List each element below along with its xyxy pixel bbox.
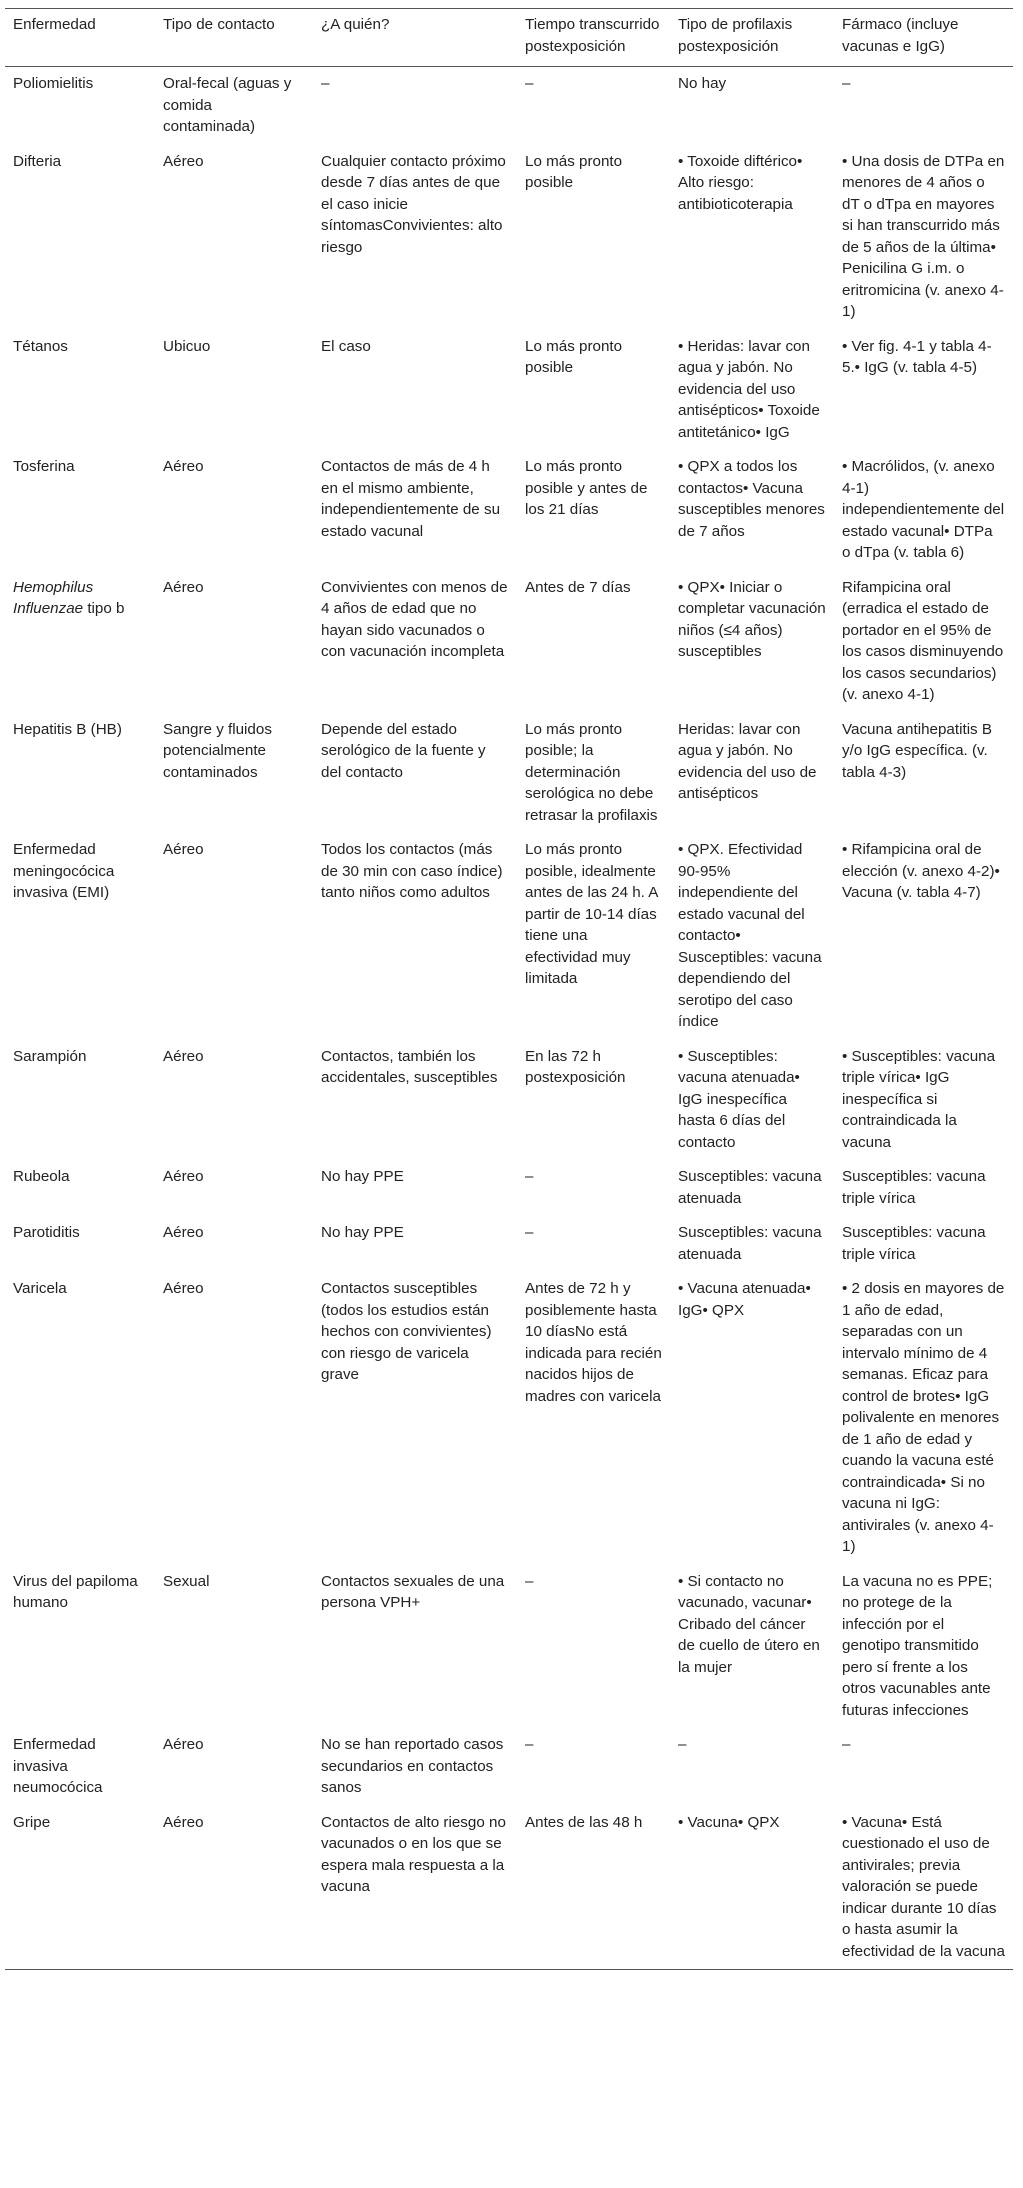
cell-time: – (525, 1168, 534, 1185)
cell-who: Contactos de más de 4 h en el mismo ambiente, independientemente de su estado vacunal (321, 458, 501, 540)
cell-prophylaxis-type: Susceptibles: vacuna atenuada (678, 1224, 822, 1263)
cell-contact-type: Aéreo (163, 1736, 204, 1753)
cell-disease: Enfermedad invasiva neumocócica (13, 1736, 103, 1796)
table-row (5, 330, 1013, 451)
cell-prophylaxis-type: • Toxoide diftérico• Alto riesgo: antibioticoterapia (678, 152, 803, 213)
cell-disease: Difteria (13, 152, 62, 170)
cell-contact-type: Oral-fecal (aguas y comida contaminada) (163, 75, 292, 135)
cell-contact-type: Aéreo (163, 1224, 204, 1241)
table-row (5, 571, 1013, 713)
cell-who: Cualquier contacto próximo desde 7 días antes de que el caso inicie síntomasConvivientes: alto riesgo (321, 152, 506, 256)
cell-drug: – (842, 75, 851, 92)
cell-disease: Rubeola (13, 1168, 70, 1185)
cell-who: Contactos, también los accidentales, susceptibles (321, 1047, 498, 1086)
cell-drug: Susceptibles: vacuna triple vírica (842, 1168, 986, 1207)
cell-drug: – (842, 1736, 851, 1753)
cell-contact-type: Aéreo (163, 1168, 204, 1185)
cell-contact-type: Aéreo (163, 578, 204, 596)
cell-drug: • Macrólidos, (v. anexo 4-1) independientemente del estado vacunal• DTPa o dTpa (v. tabla 6) (842, 458, 1005, 561)
cell-disease: Tétanos (13, 337, 68, 355)
cell-contact-type: Sexual (163, 1572, 210, 1590)
header-prophylaxis-type: Tipo de profilaxis postexposición (678, 16, 793, 55)
header-time: Tiempo transcurrido postexposición (525, 16, 660, 55)
cell-who: Contactos sexuales de una persona VPH+ (321, 1572, 505, 1611)
cell-drug: • Rifampicina oral de elección (v. anexo 4-2)• Vacuna (v. tabla 4-7) (842, 841, 1000, 901)
header-drug: Fármaco (incluye vacunas e IgG) (842, 16, 959, 55)
cell-contact-type: Sangre y fluidos potencialmente contaminados (163, 720, 272, 781)
table-body (5, 67, 1013, 1970)
cell-drug: Rifampicina oral (erradica el estado de portador en el 95% de los casos disminuyendo los casos secundarios) (v. anexo 4-1) (842, 578, 1004, 703)
cell-time: Antes de las 48 h (525, 1813, 643, 1831)
cell-disease: Gripe (13, 1813, 51, 1831)
cell-who: Depende del estado serológico de la fuente y del contacto (321, 720, 486, 781)
cell-drug: La vacuna no es PPE; no protege de la infección por el genotipo transmitido pero sí frente a los otros vacunables ante futuras infecciones (842, 1572, 993, 1719)
cell-drug: • Vacuna• Está cuestionado el uso de antivirales; previa valoración se puede indicar durante 10 días o hasta asumir la efectividad de la vacuna (842, 1813, 1005, 1960)
cell-time: Lo más pronto posible, idealmente antes de las 24 h. A partir de 10-14 días tiene una efectividad muy limitada (525, 841, 658, 987)
cell-disease: Parotiditis (13, 1224, 80, 1241)
cell-drug: • 2 dosis en mayores de 1 año de edad, separadas con un intervalo mínimo de 4 semanas. Eficaz para control de brotes• IgG polivalente en menores de 1 año de edad y cuando la vacuna esté contraindicada• Si no vacuna ni IgG: antivirales (v. anexo 4-1) (842, 1280, 1005, 1555)
cell-disease: Sarampión (13, 1047, 87, 1065)
cell-time: Lo más pronto posible (525, 152, 623, 191)
cell-disease: Poliomielitis (13, 75, 94, 92)
cell-drug: Susceptibles: vacuna triple vírica (842, 1224, 986, 1263)
cell-prophylaxis-type: No hay (678, 75, 727, 92)
prophylaxis-table (5, 8, 1013, 1970)
table-row (5, 145, 1013, 330)
cell-prophylaxis-type: Susceptibles: vacuna atenuada (678, 1168, 822, 1207)
table-row (5, 1806, 1013, 1970)
cell-time: – (525, 1572, 534, 1590)
cell-contact-type: Aéreo (163, 841, 204, 858)
cell-who: Todos los contactos (más de 30 min con caso índice) tanto niños como adultos (321, 841, 503, 901)
table-row (5, 1272, 1013, 1565)
cell-disease (5, 571, 155, 713)
header-row (5, 9, 1013, 67)
cell-time: Antes de 72 h y posiblemente hasta 10 díasNo está indicada para recién nacidos hijos de madres con varicela (525, 1280, 662, 1405)
cell-who: No se han reportado casos secundarios en contactos sanos (321, 1736, 504, 1796)
cell-disease: Hepatitis B (HB) (13, 720, 122, 738)
cell-time: Lo más pronto posible; la determinación serológica no debe retrasar la profilaxis (525, 720, 658, 824)
cell-time: – (525, 1736, 534, 1753)
cell-contact-type: Aéreo (163, 1280, 204, 1297)
cell-drug: • Una dosis de DTPa en menores de 4 años o dT o dTpa en mayores si han transcurrido más de 5 años de la última• Penicilina G i.m. o eritromicina (v. anexo 4-1) (842, 152, 1005, 320)
cell-prophylaxis-type: Heridas: lavar con agua y jabón. No evidencia del uso de antisépticos (678, 720, 817, 802)
cell-prophylaxis-type: • QPX a todos los contactos• Vacuna susceptibles menores de 7 años (678, 458, 825, 540)
table-header (5, 9, 1013, 67)
cell-who: Contactos de alto riesgo no vacunados o en los que se espera mala respuesta a la vacuna (321, 1813, 506, 1895)
cell-prophylaxis-type: • Susceptibles: vacuna atenuada• IgG inespecífica hasta 6 días del contacto (678, 1047, 800, 1151)
cell-prophylaxis-type: – (678, 1736, 687, 1753)
table-row (5, 1216, 1013, 1272)
cell-drug: Vacuna antihepatitis B y/o IgG específica. (v. tabla 4-3) (842, 720, 993, 781)
cell-who: No hay PPE (321, 1224, 404, 1241)
cell-contact-type: Aéreo (163, 458, 204, 475)
cell-contact-type: Ubicuo (163, 337, 211, 355)
cell-who: – (321, 75, 330, 92)
cell-time: Lo más pronto posible y antes de los 21 días (525, 458, 648, 518)
cell-disease: Enfermedad meningocócica invasiva (EMI) (13, 841, 115, 901)
cell-prophylaxis-type: • Heridas: lavar con agua y jabón. No evidencia del uso antisépticos• Toxoide antitetánico• IgG (678, 337, 820, 441)
cell-time: Lo más pronto posible (525, 337, 623, 376)
cell-prophylaxis-type: • Vacuna atenuada• IgG• QPX (678, 1280, 811, 1319)
table-row (5, 67, 1013, 145)
cell-contact-type: Aéreo (163, 1047, 204, 1065)
prophylaxis-table-container (5, 8, 1013, 1970)
cell-who: No hay PPE (321, 1168, 404, 1185)
cell-disease: Virus del papiloma humano (13, 1572, 138, 1611)
cell-contact-type: Aéreo (163, 1813, 204, 1831)
cell-disease-italic: Hemophilus Influenzae (13, 578, 94, 617)
cell-drug: • Ver fig. 4-1 y tabla 4-5.• IgG (v. tabla 4-5) (842, 337, 992, 376)
cell-disease: Tosferina (13, 458, 75, 475)
table-row (5, 713, 1013, 834)
table-row (5, 1565, 1013, 1729)
cell-disease-rest: tipo b (83, 600, 125, 617)
cell-time: Antes de 7 días (525, 578, 631, 596)
cell-disease: Varicela (13, 1280, 67, 1297)
cell-who: El caso (321, 337, 371, 355)
table-row (5, 1160, 1013, 1216)
header-contact-type: Tipo de contacto (163, 16, 275, 33)
table-row (5, 1728, 1013, 1806)
cell-time: – (525, 75, 534, 92)
cell-prophylaxis-type: • QPX. Efectividad 90-95% independiente del estado vacunal del contacto• Susceptibles: vacuna dependiendo del serotipo del caso índice (678, 841, 822, 1030)
table-row (5, 1040, 1013, 1161)
cell-contact-type: Aéreo (163, 152, 204, 170)
table-row (5, 833, 1013, 1040)
cell-prophylaxis-type: • Si contacto no vacunado, vacunar• Cribado del cáncer de cuello de útero en la mujer (678, 1572, 820, 1676)
cell-prophylaxis-type: • QPX• Iniciar o completar vacunación niños (≤4 años) susceptibles (678, 578, 826, 660)
header-disease: Enfermedad (13, 16, 96, 33)
table-row (5, 450, 1013, 571)
cell-time: – (525, 1224, 534, 1241)
cell-time: En las 72 h postexposición (525, 1047, 626, 1086)
cell-drug: • Susceptibles: vacuna triple vírica• IgG inespecífica si contraindicada la vacuna (842, 1047, 996, 1151)
header-who: ¿A quién? (321, 16, 390, 33)
cell-who: Contactos susceptibles (todos los estudios están hechos con convivientes) con riesgo de varicela grave (321, 1280, 492, 1383)
cell-prophylaxis-type: • Vacuna• QPX (678, 1813, 780, 1831)
cell-who: Convivientes con menos de 4 años de edad que no hayan sido vacunados o con vacunación incompleta (321, 578, 508, 660)
